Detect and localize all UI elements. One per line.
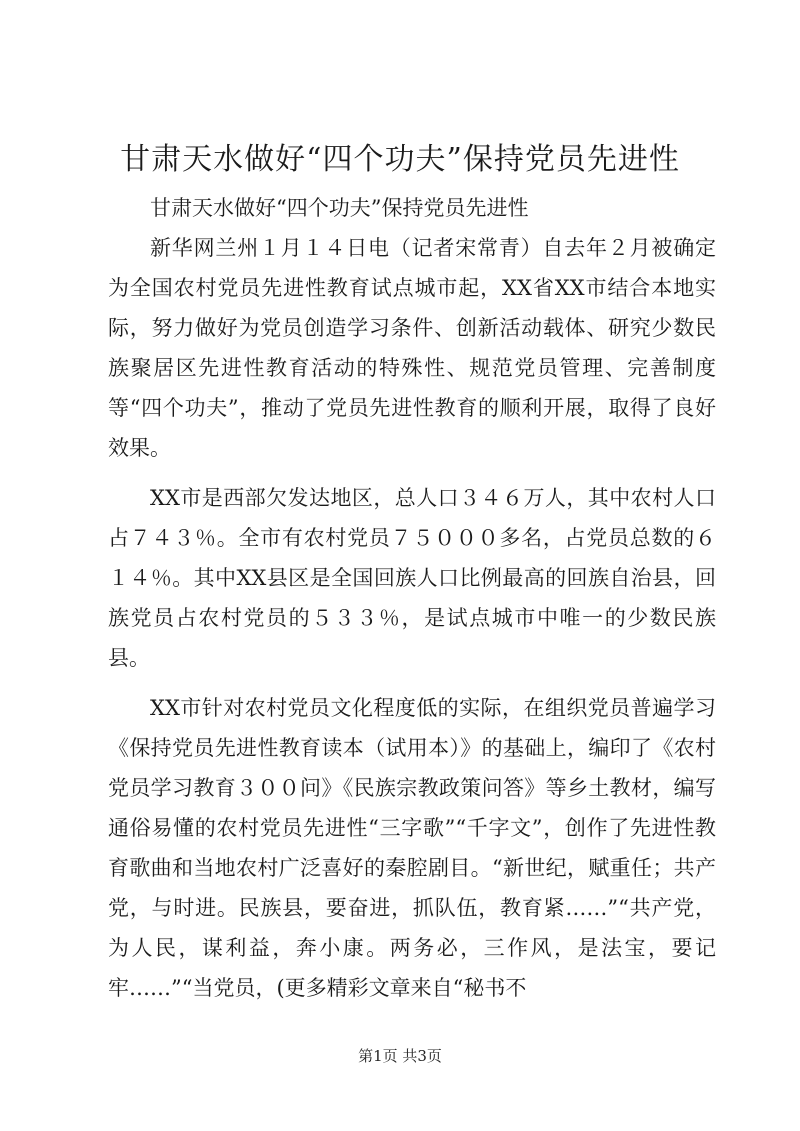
document-title: 甘肃天水做好“四个功夫”保持党员先进性 (120, 142, 680, 177)
paragraph-intro: 新华网兰州１月１４日电（记者宋常青）自去年２月被确定为全国农村党员先进性教育试点城市起，XX省XX市结合本地实际，努力做好为党员创造学习条件、创新活动载体、研究少数民族聚居区先进性教育活动的特殊性、规范党员管理、完善制度等“四个功夫”，推动了党员先进性教育的顺利开展，取得了良好效果。 (108, 236, 716, 460)
document-body (108, 188, 716, 1018)
page-footer: 第1页 共3页 (358, 1047, 442, 1065)
paragraph-education: XX市针对农村党员文化程度低的实际，在组织党员普遍学习《保持党员先进性教育读本（试用本）》的基础上，编印了《农村党员学习教育３００问》《民族宗教政策问答》等乡土教材，编写通俗易懂的农村党员先进性“三字歌”“千字文”，创作了先进性教育歌曲和当地农村广泛喜好的秦腔剧目。“新世纪，赋重任；共产党，与时进。民族县，要奋进，抓队伍，教育紧……”“共产党，为人民，谋利益，奔小康。两务必，三作风，是法宝，要记牢……”“当党员，(更多精彩文章来自“秘书不 (108, 696, 716, 1000)
subtitle-paragraph: 甘肃天水做好“四个功夫”保持党员先进性 (150, 196, 529, 220)
paragraph-population: XX市是西部欠发达地区，总人口３４６万人，其中农村人口占７４３％。全市有农村党员７５０００多名，占党员总数的６１４％。其中XX县区是全国回族人口比例最高的回族自治县，回族党员占农村党员的５３３％，是试点城市中唯一的少数民族县。 (108, 486, 716, 670)
